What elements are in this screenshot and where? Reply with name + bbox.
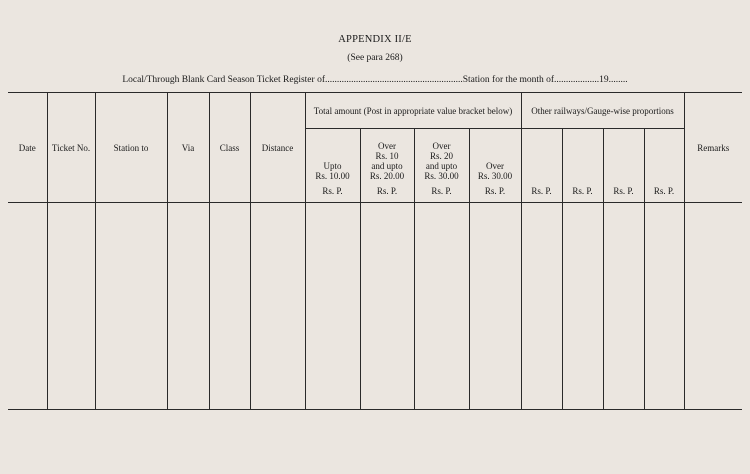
register-year-blank: ........ <box>608 75 628 85</box>
rs-p-label: Rs. P. <box>376 186 398 196</box>
other-railways-col-3: Rs. P. <box>603 129 644 203</box>
amount-over-30-cell <box>469 203 521 410</box>
date-cell <box>8 203 47 410</box>
rs-p-label: Rs. P. <box>322 186 343 196</box>
other-railways-group-header: Other railways/Gauge-wise proportions <box>521 93 684 129</box>
amount-bracket-over-30: Over Rs. 30.00 Rs. P. <box>469 129 521 203</box>
appendix-title: APPENDIX II/E <box>338 34 412 45</box>
register-middle: Station for the month of <box>462 75 555 85</box>
amount-20-to-30-cell <box>414 203 469 410</box>
col-remarks-header: Remarks <box>684 93 742 203</box>
col-class-header: Class <box>209 93 250 203</box>
rs-p-label: Rs. P. <box>431 186 452 196</box>
rs-p-label: Rs. P. <box>484 186 506 196</box>
col-ticket-no-header: Ticket No. <box>47 93 95 203</box>
remarks-cell <box>684 203 742 410</box>
season-ticket-register-table <box>8 92 742 410</box>
col-date-header: Date <box>8 93 47 203</box>
table-row <box>8 203 742 410</box>
amount-bracket-20-to-30: Over Rs. 20 and upto Rs. 30.00 Rs. P. <box>414 129 469 203</box>
register-heading-line <box>0 75 750 85</box>
col-via-header: Via <box>167 93 209 203</box>
distance-cell <box>250 203 305 410</box>
register-station-blank: .......................................................... <box>324 75 463 85</box>
class-cell <box>209 203 250 410</box>
col-distance-header: Distance <box>250 93 305 203</box>
amount-bracket-upto-10: Upto Rs. 10.00 Rs. P. <box>305 129 360 203</box>
amount-10-to-20-cell <box>360 203 414 410</box>
station-to-cell <box>95 203 167 410</box>
appendix-subtitle: (See para 268) <box>347 53 403 63</box>
register-month-blank: ................... <box>554 75 600 85</box>
total-amount-group-header: Total amount (Post in appropriate value bracket below) <box>305 93 521 129</box>
amount-upto-10-cell <box>305 203 360 410</box>
other-railways-col-2: Rs. P. <box>562 129 603 203</box>
via-cell <box>167 203 209 410</box>
other-railways-cell-4 <box>644 203 684 410</box>
register-year: 19 <box>599 75 609 85</box>
col-station-to-header: Station to <box>95 93 167 203</box>
other-railways-col-1: Rs. P. <box>521 129 562 203</box>
other-railways-cell-3 <box>603 203 644 410</box>
amount-bracket-10-to-20: Over Rs. 10 and upto Rs. 20.00 Rs. P. <box>360 129 414 203</box>
ticket-no-cell <box>47 203 95 410</box>
register-prefix: Local/Through Blank Card Season Ticket Register of <box>122 75 325 85</box>
other-railways-cell-1 <box>521 203 562 410</box>
other-railways-col-4: Rs. P. <box>644 129 684 203</box>
other-railways-cell-2 <box>562 203 603 410</box>
